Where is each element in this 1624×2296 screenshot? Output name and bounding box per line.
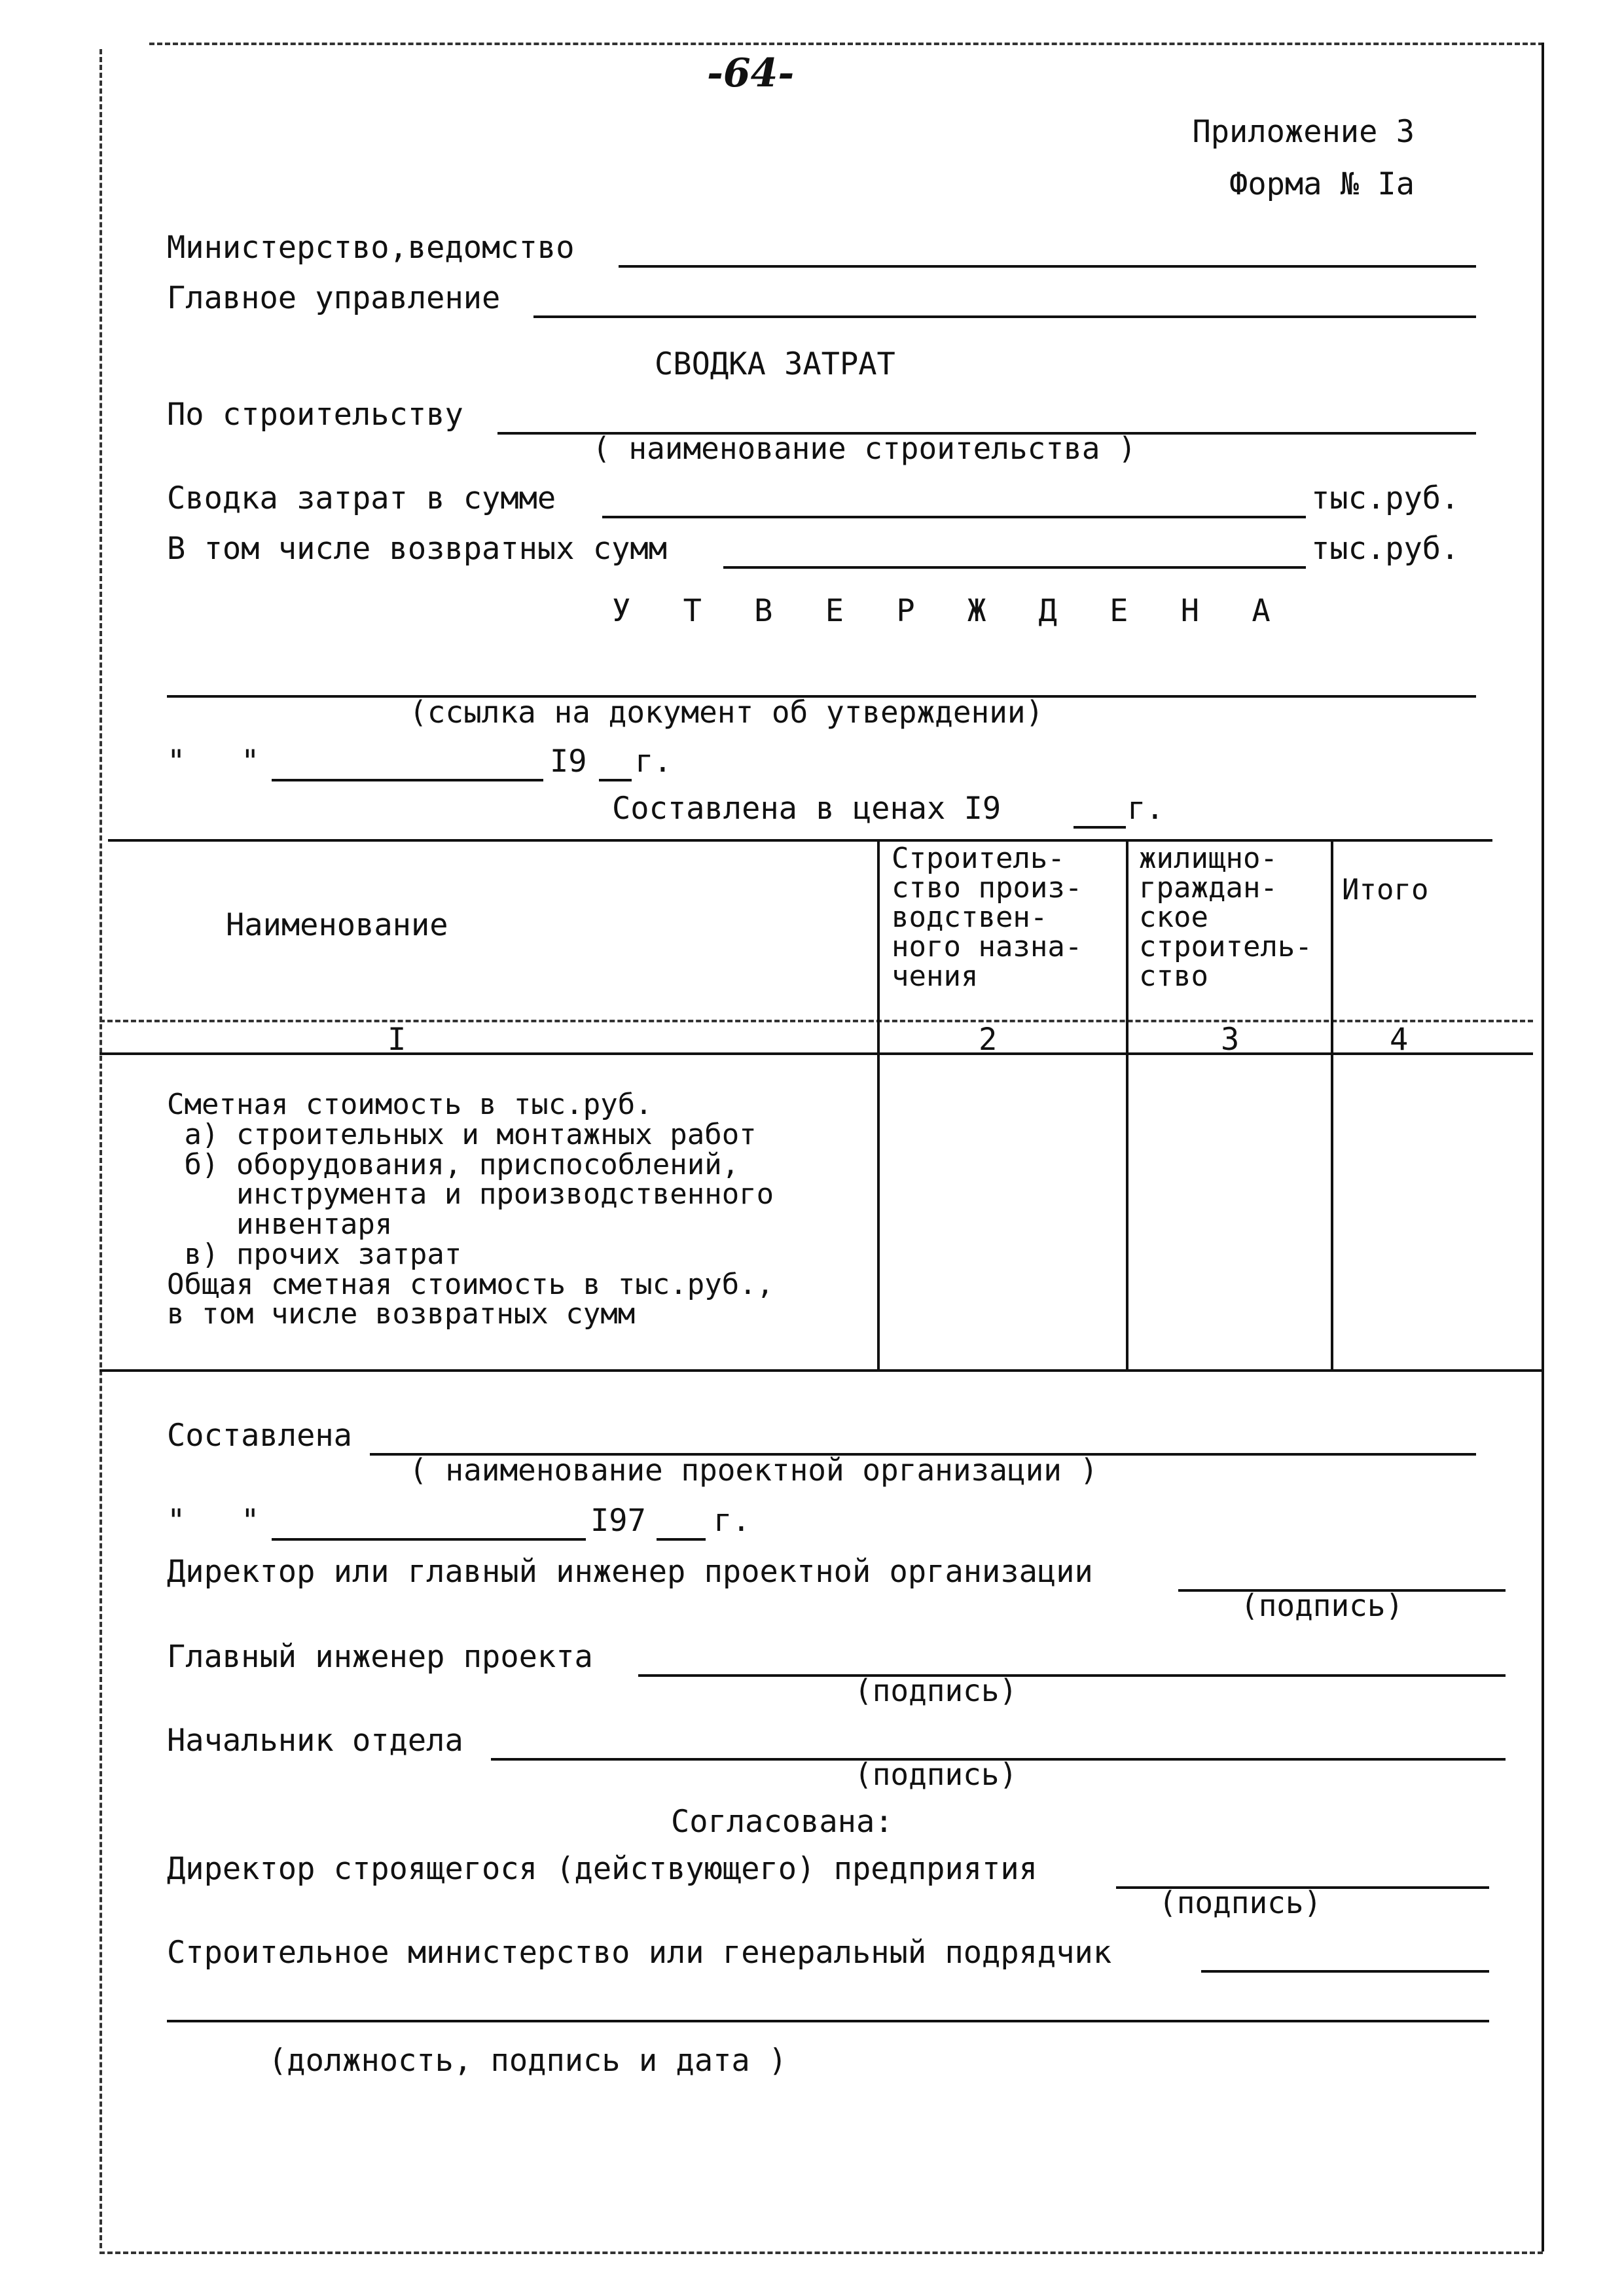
approval-date-quotes: " " — [167, 744, 260, 780]
col-divider-3 — [1331, 839, 1333, 1369]
appendix-label: Приложение 3 — [1192, 114, 1415, 150]
chief-engineer-signature-field[interactable] — [638, 1674, 1506, 1677]
prices-suffix: г. — [1127, 791, 1164, 827]
col-header-residential: жилищно- граждан- ское строитель- ство — [1139, 842, 1312, 993]
prices-year-field[interactable] — [1074, 826, 1126, 829]
approval-caption: (ссылка на документ об утверждении) — [409, 694, 1044, 730]
frame-bottom — [99, 2251, 1543, 2254]
table-header-bottom — [99, 1020, 1533, 1022]
main-dept-field[interactable] — [533, 315, 1476, 318]
enterprise-director-label: Директор строящегося (действующего) предприятия — [167, 1851, 1038, 1887]
approval-year-prefix: I9 — [550, 744, 587, 780]
construction-label: По строительству — [167, 397, 463, 433]
table-row-description: Сметная стоимость в тыс.руб. а) строительных и монтажных работ б) оборудования, приспособлений, инструмента и производственного инвентаря в) прочих затрат Общая сметная стоимость в тыс.руб., в том числе возвратных сумм — [167, 1088, 774, 1331]
document-title: СВОДКА ЗАТРАТ — [655, 346, 895, 382]
total-sum-unit: тыс.руб. — [1311, 480, 1460, 516]
agreed-label: Согласована: — [671, 1804, 893, 1840]
col-number-1: I — [388, 1022, 406, 1058]
dept-head-label: Начальник отдела — [167, 1723, 463, 1759]
dept-head-caption: (подпись) — [854, 1757, 1018, 1792]
director-caption: (подпись) — [1240, 1588, 1404, 1623]
chief-engineer-label: Главный инженер проекта — [167, 1639, 593, 1675]
col-header-industrial: Строитель- ство произ- водствен- ного назна- чения — [892, 842, 1083, 993]
frame-left — [99, 49, 102, 2248]
col-divider-1 — [877, 839, 880, 1369]
chief-engineer-caption: (подпись) — [854, 1673, 1018, 1708]
table-top-border — [108, 839, 1492, 842]
compiled-caption: ( наименование проектной организации ) — [409, 1452, 1098, 1488]
col-header-total: Итого — [1342, 873, 1429, 906]
col-divider-2 — [1126, 839, 1128, 1369]
col-number-4: 4 — [1390, 1022, 1409, 1058]
contractor-label: Строительное министерство или генеральный подрядчик — [167, 1935, 1112, 1971]
ministry-label: Министерство,ведомство — [167, 230, 575, 266]
director-label: Директор или главный инженер проектной организации — [167, 1554, 1093, 1590]
returnable-sum-field[interactable] — [723, 566, 1306, 569]
compiled-date-quotes: " " — [167, 1503, 260, 1539]
compiled-label: Составлена — [167, 1418, 352, 1454]
frame-right — [1542, 43, 1544, 2251]
page-number: -64- — [707, 50, 795, 96]
enterprise-director-caption: (подпись) — [1159, 1885, 1322, 1920]
total-sum-field[interactable] — [602, 516, 1306, 518]
approval-date-field[interactable] — [272, 779, 543, 781]
final-caption: (должность, подпись и дата ) — [268, 2043, 787, 2079]
col-number-2: 2 — [979, 1022, 998, 1058]
col-number-3: 3 — [1221, 1022, 1240, 1058]
compiled-year-prefix: I97 — [590, 1503, 646, 1539]
main-dept-label: Главное управление — [167, 280, 501, 316]
approval-title: У Т В Е Р Ж Д Е Н А — [612, 593, 1288, 629]
returnable-sum-label: В том числе возвратных сумм — [167, 531, 668, 567]
frame-top — [149, 43, 1543, 45]
ministry-field[interactable] — [619, 265, 1476, 268]
table-number-row-bottom — [99, 1052, 1533, 1055]
total-sum-label: Сводка затрат в сумме — [167, 480, 556, 516]
compiled-year-field[interactable] — [657, 1538, 706, 1541]
approval-year-field[interactable] — [599, 779, 632, 781]
approval-year-suffix: г. — [635, 744, 672, 780]
col-header-name: Наименование — [226, 907, 448, 943]
prices-label: Составлена в ценах I9 — [612, 791, 1001, 827]
contractor-field[interactable] — [1201, 1970, 1489, 1973]
returnable-sum-unit: тыс.руб. — [1311, 531, 1460, 567]
contractor-second-field[interactable] — [167, 2020, 1489, 2022]
table-bottom-border — [99, 1369, 1543, 1372]
form-number: Форма № Iа — [1229, 166, 1415, 202]
compiled-date-field[interactable] — [272, 1538, 586, 1541]
construction-caption: ( наименование строительства ) — [592, 431, 1136, 466]
compiled-year-suffix: г. — [713, 1503, 751, 1539]
